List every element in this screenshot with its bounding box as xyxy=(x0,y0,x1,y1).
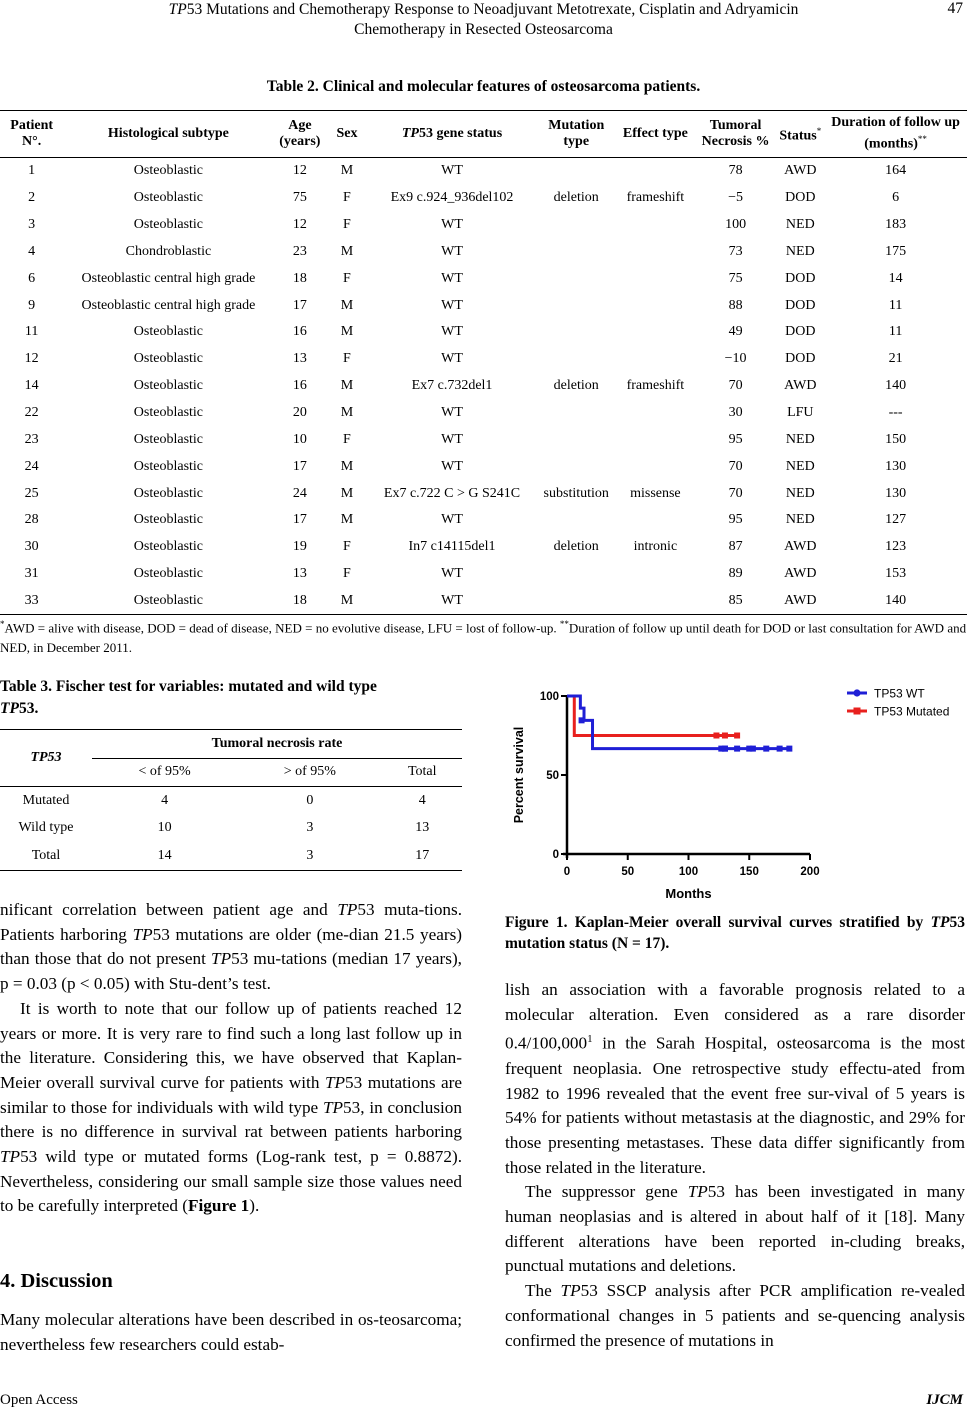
table-cell: 2 xyxy=(28,190,36,206)
table-cell: Osteoblastic xyxy=(133,405,204,421)
table-cell: 23 xyxy=(292,243,307,259)
running-header xyxy=(120,0,847,40)
table-cell xyxy=(536,319,616,346)
table-cell xyxy=(536,346,616,373)
table-cell: 4 xyxy=(418,792,426,808)
table-cell: M xyxy=(340,163,354,179)
table-cell: NED xyxy=(785,485,815,501)
table-cell xyxy=(536,158,616,185)
table-cell: AWD xyxy=(784,378,817,394)
x-tick-label: 200 xyxy=(800,866,820,878)
y-tick-label: 50 xyxy=(546,770,559,782)
table-cell: 6 xyxy=(28,270,36,286)
table-cell: intronic xyxy=(633,539,678,555)
table-cell: 95 xyxy=(728,512,743,528)
table-cell: deletion xyxy=(553,190,599,206)
footer-open-access: Open Access xyxy=(0,1392,78,1408)
table-row xyxy=(0,534,967,561)
table3-caption-tail: 53. xyxy=(18,700,39,717)
table2-col-header: Status* xyxy=(776,111,824,158)
table-cell xyxy=(616,507,695,534)
table-cell: M xyxy=(340,512,354,528)
table-cell: frameshift xyxy=(626,378,685,394)
table-row xyxy=(0,319,967,346)
table-cell xyxy=(536,292,616,319)
table-cell: WT xyxy=(441,270,463,286)
y-axis-label: Percent survival xyxy=(512,726,526,824)
table-cell: Osteoblastic xyxy=(133,566,204,582)
legend-label: TP53 WT xyxy=(874,686,925,701)
table-cell: 4 xyxy=(161,792,169,808)
table2-footnote: *AWD = alive with disease, DOD = dead of disease, NED = no evolutive disease, LFU = lost of follow-up. **Duration of follow up until death for DOD or last consultation for AWD and NED, in December 2011. xyxy=(0,619,967,656)
table-cell: Osteoblastic xyxy=(133,458,204,474)
page-number: 47 xyxy=(947,0,963,17)
table-cell: Osteoblastic central high grade xyxy=(81,270,256,286)
table-row xyxy=(0,787,462,815)
right-column-text xyxy=(505,978,965,1353)
table-cell: Osteoblastic xyxy=(133,512,204,528)
y-tick-label: 0 xyxy=(552,849,559,861)
table-cell xyxy=(536,265,616,292)
table-cell: 18 xyxy=(292,270,307,286)
table3-caption-gene: TP xyxy=(0,700,19,717)
table-cell xyxy=(536,561,616,588)
table-row xyxy=(0,292,967,319)
table-cell: 70 xyxy=(728,485,743,501)
legend-marker xyxy=(853,689,860,696)
table-cell: 3 xyxy=(306,820,314,836)
table-row xyxy=(0,400,967,427)
table-cell: 153 xyxy=(885,566,907,582)
table-cell: Osteoblastic xyxy=(133,539,204,555)
table-cell: 16 xyxy=(292,324,307,340)
table-cell: M xyxy=(340,458,354,474)
table-cell: frameshift xyxy=(626,190,685,206)
table-cell: 14 xyxy=(888,270,903,286)
table-cell: 25 xyxy=(24,485,39,501)
table-cell: 16 xyxy=(292,378,307,394)
table-cell: 22 xyxy=(24,405,39,421)
table-row xyxy=(0,842,462,870)
censored-mark xyxy=(763,746,769,752)
table-cell: Chondroblastic xyxy=(125,243,212,259)
table-cell: 75 xyxy=(728,270,743,286)
table-cell: Osteoblastic xyxy=(133,163,204,179)
censored-mark xyxy=(734,746,740,752)
header-line2: Chemotherapy in Resected Osteosarcoma xyxy=(354,21,613,38)
legend-marker xyxy=(854,708,861,715)
table-row xyxy=(0,373,967,400)
table-cell: 11 xyxy=(888,297,903,313)
table-cell: deletion xyxy=(553,378,599,394)
table-cell: M xyxy=(340,485,354,501)
y-tick-label: 100 xyxy=(539,691,559,703)
survival-curve-wt xyxy=(567,696,789,749)
table-row xyxy=(0,346,967,373)
table-cell: 31 xyxy=(24,566,39,582)
table-cell: WT xyxy=(441,163,463,179)
table-cell xyxy=(616,212,695,239)
censored-mark xyxy=(777,746,783,752)
table-cell: 175 xyxy=(885,243,907,259)
table-cell: 89 xyxy=(728,566,743,582)
table2-caption: Table 2. Clinical and molecular features of osteosarcoma patients. xyxy=(266,78,701,95)
table-cell: 127 xyxy=(885,512,907,528)
x-tick-label: 0 xyxy=(563,866,571,878)
table2-col-header: Patient N°. xyxy=(0,111,63,158)
left-paragraph-3 xyxy=(0,1308,462,1357)
footer-journal: IJCM xyxy=(926,1392,963,1408)
table-cell: Osteoblastic xyxy=(133,217,204,233)
table-row xyxy=(0,239,967,266)
table-row xyxy=(0,588,967,615)
right-paragraph-1-b: in the Sarah Hospital, osteosarcoma is the most frequent neoplasia. One retrospective study effectu-ated from 1982 to 1996 revealed that the event free sur-vival of 5 years is 54% for patients without metastasis at the diagnostic, and 29% for those presenting metastases. These data differ significantly from those related in the literature. xyxy=(505,1034,965,1177)
table-cell: 49 xyxy=(728,324,743,340)
table-cell: 130 xyxy=(885,485,907,501)
table-cell: 12 xyxy=(24,351,39,367)
table-cell: F xyxy=(343,431,351,447)
table-cell: 95 xyxy=(728,431,743,447)
table-cell: Ex9 c.924_936del102 xyxy=(390,190,514,206)
censored-mark xyxy=(750,746,756,752)
table-cell: WT xyxy=(441,217,463,233)
censored-mark xyxy=(734,733,740,739)
table-cell: DOD xyxy=(785,270,816,286)
table3-col-header: < of 95% xyxy=(92,758,237,787)
table-cell: DOD xyxy=(785,351,816,367)
right-paragraph-3: The TP53 SSCP analysis after PCR amplification re-vealed conformational changes in 5 patients and se-quencing analysis confirmed the presence of mutations in xyxy=(505,1281,965,1350)
table-cell: NED xyxy=(785,431,815,447)
table-cell: 70 xyxy=(728,378,743,394)
table-cell: WT xyxy=(441,431,463,447)
table-cell: WT xyxy=(368,588,537,615)
table-cell: 17 xyxy=(382,842,462,870)
table-cell: WT xyxy=(441,458,463,474)
table3-caption-text: Table 3. Fischer test for variables: mutated and wild type xyxy=(0,678,377,695)
table-row xyxy=(0,507,967,534)
table-cell: 28 xyxy=(24,512,39,528)
table3-body xyxy=(0,787,462,871)
table-row xyxy=(0,453,967,480)
table2-body xyxy=(0,158,967,615)
table-cell: 1 xyxy=(28,163,36,179)
table-cell: F xyxy=(343,270,351,286)
figure1-reference: Figure 1 xyxy=(188,1196,250,1216)
table-cell: WT xyxy=(441,324,463,340)
table-cell: WT xyxy=(441,566,463,582)
table3-row-header: TP53 xyxy=(0,730,92,787)
figure1-caption: Figure 1. Kaplan-Meier overall survival curves stratified by TP53 mutation status (N = 17). xyxy=(505,914,965,952)
header-line1: 53 Mutations and Chemotherapy Response to Neoadjuvant Metotrexate, Cisplatin and Adryamicin xyxy=(186,1,799,18)
table-cell: −5 xyxy=(728,190,744,206)
table-cell: 23 xyxy=(24,431,39,447)
table2-col-header: Duration of follow up (months)** xyxy=(824,111,967,158)
left-paragraph-2: It is worth to note that our follow up of patients reached 12 years or more. It is very rare to find such a long last follow up in the literature. Considering this, we have observed that Kaplan-Meier overall survival curve for patients with TP53 mutations are similar to those for individuals with wild type TP53, in conclusion there is no difference in survival rat between patients harboring TP53 wild type or mutated forms (Log-rank test, p = 0.8872). Nevertheless, considering our small sample size those values need to be carefully interpreted (Figure 1). xyxy=(0,998,463,1216)
table-row xyxy=(0,265,967,292)
table-cell: 21 xyxy=(888,351,903,367)
table-cell: 11 xyxy=(24,324,39,340)
table-cell: 4 xyxy=(28,243,36,259)
table-cell: 78 xyxy=(728,163,743,179)
table-cell xyxy=(616,453,695,480)
right-paragraph-1 xyxy=(505,978,965,1180)
table-row xyxy=(0,815,462,843)
table-cell: Osteoblastic xyxy=(133,190,204,206)
table3 xyxy=(0,729,462,871)
table-cell: WT xyxy=(441,512,463,528)
table-cell: 11 xyxy=(888,324,903,340)
table-cell: WT xyxy=(441,351,463,367)
table2-col-header: Tumoral Necrosis % xyxy=(695,111,777,158)
table-cell xyxy=(616,400,695,427)
table-cell: M xyxy=(340,243,354,259)
table-cell: AWD xyxy=(784,539,817,555)
table-cell: 6 xyxy=(892,190,900,206)
table-cell: 140 xyxy=(824,588,967,615)
table-cell xyxy=(536,426,616,453)
table-cell: Total xyxy=(0,842,92,870)
table-cell: NED xyxy=(785,512,815,528)
left-paragraph-2-tail: ). xyxy=(249,1196,260,1216)
table-cell: WT xyxy=(441,243,463,259)
table-cell: NED xyxy=(785,243,815,259)
table-cell: F xyxy=(343,566,351,582)
table-cell: DOD xyxy=(785,297,816,313)
table-cell: 19 xyxy=(292,539,307,555)
table3-caption xyxy=(0,676,462,720)
table-cell: 3 xyxy=(237,842,382,870)
table-cell: NED xyxy=(785,458,815,474)
table-cell: 183 xyxy=(885,217,907,233)
table-row xyxy=(0,212,967,239)
table-cell: 12 xyxy=(292,163,307,179)
table-cell: DOD xyxy=(785,190,816,206)
table-cell: 123 xyxy=(885,539,907,555)
table-cell: Mutated xyxy=(22,792,70,808)
table-cell: 12 xyxy=(292,217,307,233)
table-cell: WT xyxy=(441,297,463,313)
table-cell: M xyxy=(326,588,367,615)
censored-mark xyxy=(713,733,719,739)
table-row xyxy=(0,426,967,453)
table3-col-header: > of 95% xyxy=(237,758,382,787)
table-row xyxy=(0,561,967,588)
table-cell: 164 xyxy=(885,163,907,179)
table-cell xyxy=(616,239,695,266)
table-cell: 30 xyxy=(728,405,743,421)
table-cell: In7 c14115del1 xyxy=(408,539,496,555)
table-cell: M xyxy=(340,324,354,340)
table-cell: --- xyxy=(888,405,903,421)
table3-col-header: Total xyxy=(382,758,462,787)
table-cell: M xyxy=(340,378,354,394)
table-row xyxy=(0,185,967,212)
table-cell: 150 xyxy=(885,431,907,447)
table-cell: DOD xyxy=(785,324,816,340)
table-cell xyxy=(616,292,695,319)
legend-label: TP53 Mutated xyxy=(874,704,950,719)
table-cell: Osteoblastic xyxy=(133,378,204,394)
table-cell xyxy=(536,507,616,534)
table2-header-row xyxy=(0,111,967,158)
table-cell: AWD xyxy=(776,588,824,615)
table-cell xyxy=(536,400,616,427)
table-cell: 3 xyxy=(28,217,36,233)
table-cell: 24 xyxy=(24,458,39,474)
table-cell: 85 xyxy=(695,588,777,615)
table-cell: Osteoblastic xyxy=(133,431,204,447)
table2-col-header: Mutation type xyxy=(536,111,616,158)
table2-col-header: Histological subtype xyxy=(63,111,273,158)
table2-col-header: Effect type xyxy=(616,111,695,158)
table-row xyxy=(0,158,967,185)
table-cell: F xyxy=(343,351,351,367)
table-cell: Osteoblastic xyxy=(133,324,204,340)
x-axis-label: Months xyxy=(665,886,712,901)
table-cell: 87 xyxy=(728,539,743,555)
table-cell: 9 xyxy=(28,297,36,313)
table2-col-header: Age (years) xyxy=(273,111,326,158)
table-cell xyxy=(616,561,695,588)
x-tick-label: 100 xyxy=(678,866,699,878)
table-cell: 17 xyxy=(292,297,307,313)
table-cell: 33 xyxy=(0,588,63,615)
left-paragraph-1: nificant correlation between patient age and TP53 muta-tions. Patients harboring TP53 mutations are older (me-dian 21.5 years) than those that do not present TP53 mu-tations (median 17 years), p = 0.03 (p < 0.05) with Stu-dent’s test. xyxy=(0,900,462,994)
table-cell: 20 xyxy=(292,405,307,421)
x-tick-label: 50 xyxy=(621,866,635,878)
table-cell: missense xyxy=(630,485,681,501)
table-cell: 13 xyxy=(292,566,307,582)
table-cell xyxy=(536,212,616,239)
table-cell: Ex7 c.722 C > G S241C xyxy=(383,485,521,501)
table-cell: 24 xyxy=(292,485,307,501)
table-cell: 100 xyxy=(725,217,747,233)
table-cell: 14 xyxy=(24,378,39,394)
table-cell xyxy=(616,346,695,373)
table-cell: 30 xyxy=(24,539,39,555)
reference-superscript: 1 xyxy=(587,1033,593,1046)
table-cell xyxy=(616,265,695,292)
table-cell: −10 xyxy=(724,351,747,367)
left-paragraph-3-text: Many molecular alterations have been described in os-teosarcoma; nevertheless few researchers could estab- xyxy=(0,1310,462,1354)
kaplan-meier-chart xyxy=(505,676,967,906)
censored-mark xyxy=(722,733,728,739)
table-cell: Wild type xyxy=(18,820,74,836)
table-cell: substitution xyxy=(543,485,609,501)
table-cell: 17 xyxy=(292,458,307,474)
table-cell: Osteoblastic xyxy=(63,588,273,615)
table-cell xyxy=(536,453,616,480)
table-cell xyxy=(536,239,616,266)
table-cell xyxy=(616,319,695,346)
censored-mark xyxy=(722,746,728,752)
table-cell: 10 xyxy=(292,431,307,447)
table-cell: 10 xyxy=(157,820,172,836)
table-cell: NED xyxy=(785,217,815,233)
table-cell: deletion xyxy=(553,539,599,555)
table-cell: 70 xyxy=(728,458,743,474)
section-heading-discussion: 4. Discussion xyxy=(0,1270,113,1292)
table-cell: Osteoblastic central high grade xyxy=(81,297,256,313)
table2-col-header: Sex xyxy=(326,111,367,158)
header-gene: TP xyxy=(168,1,187,18)
table-cell: LFU xyxy=(787,405,814,421)
left-column-text xyxy=(0,898,462,1219)
table-cell: 17 xyxy=(292,512,307,528)
table-row xyxy=(0,480,967,507)
table-cell: 130 xyxy=(885,458,907,474)
table-cell: Osteoblastic xyxy=(133,485,204,501)
table2 xyxy=(0,110,967,615)
right-paragraph-2: The suppressor gene TP53 has been investigated in many human neoplasias and is altered in about half of it [18]. Many different alterations have been reported in-cluding breaks, punctual mutations and deletions. xyxy=(505,1182,965,1276)
table-cell: 14 xyxy=(92,842,237,870)
table-cell: F xyxy=(343,217,351,233)
table-cell: 75 xyxy=(292,190,307,206)
table-cell: 140 xyxy=(885,378,907,394)
table-cell xyxy=(616,588,695,615)
table-cell: M xyxy=(340,405,354,421)
table-cell: F xyxy=(343,539,351,555)
table-cell: WT xyxy=(441,405,463,421)
table3-group-header: Tumoral necrosis rate xyxy=(92,730,462,759)
table-cell: 88 xyxy=(728,297,743,313)
table-cell: F xyxy=(343,190,351,206)
table-cell: 13 xyxy=(292,351,307,367)
censored-mark xyxy=(579,717,585,723)
table-cell: 18 xyxy=(273,588,326,615)
table-cell: 13 xyxy=(415,820,430,836)
table2-col-header: TP53 gene status xyxy=(368,111,537,158)
table-cell xyxy=(536,588,616,615)
table-cell xyxy=(616,426,695,453)
table-cell: AWD xyxy=(784,566,817,582)
censored-mark xyxy=(786,746,792,752)
table-cell: M xyxy=(340,297,354,313)
table-cell xyxy=(616,158,695,185)
table-cell: Ex7 c.732del1 xyxy=(411,378,493,394)
x-tick-label: 150 xyxy=(739,866,759,878)
table-cell: AWD xyxy=(784,163,817,179)
right-paragraph-1-a: lish an association with a favorable prognosis related to a molecular alteration. Even considered as a rare disorder 0.4/100,000 xyxy=(505,980,965,1054)
table-cell: Osteoblastic xyxy=(133,351,204,367)
table-cell: 0 xyxy=(306,792,314,808)
table-cell: 73 xyxy=(728,243,743,259)
